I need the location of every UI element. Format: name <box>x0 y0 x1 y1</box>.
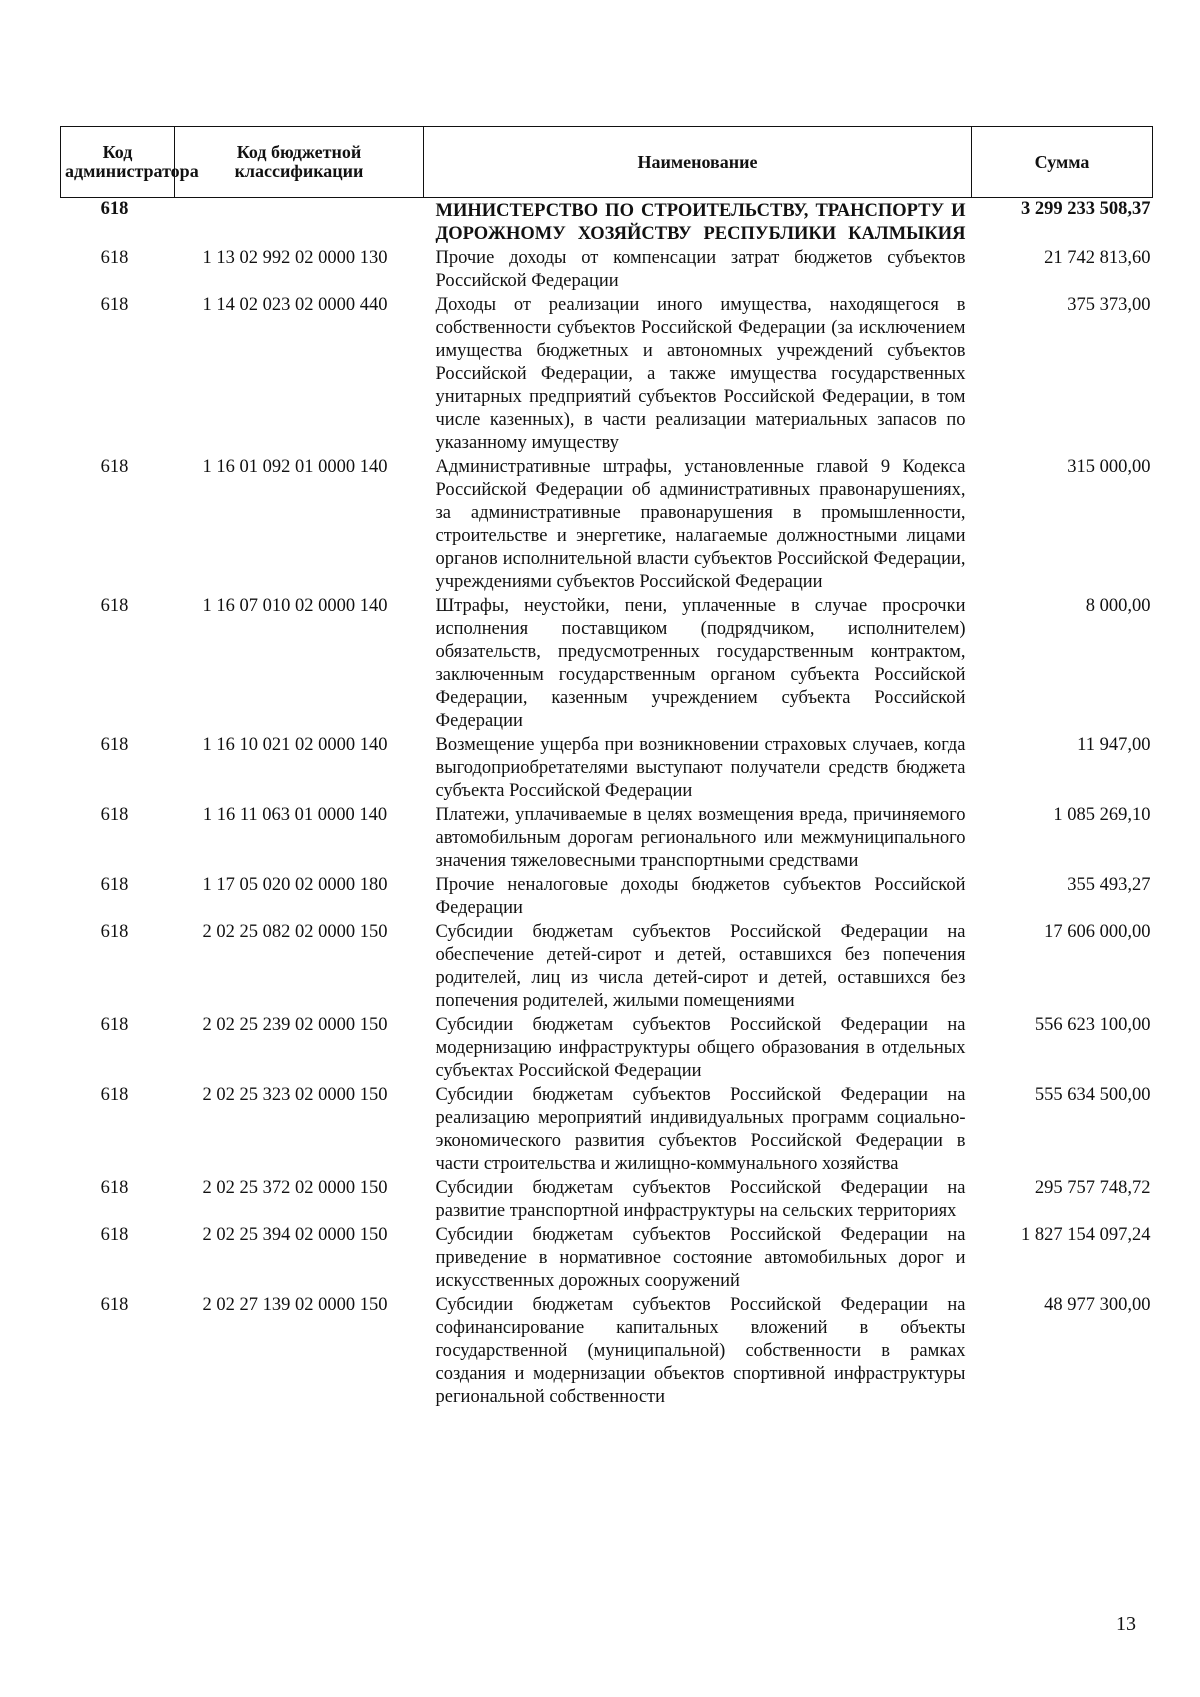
admin-code-cell: 618 <box>100 1295 129 1315</box>
sum-cell: 48 977 300,00 <box>1044 1295 1151 1315</box>
ministry-name: МИНИСТЕРСТВО ПО СТРОИТЕЛЬСТВУ, ТРАНСПОРТУ И ДОРОЖНОМУ ХОЗЯЙСТВУ РЕСПУБЛИКИ КАЛМЫКИЯ <box>435 201 966 244</box>
kbk-code-cell: 1 17 05 020 02 0000 180 <box>202 875 388 895</box>
kbk-code-cell: 2 02 25 082 02 0000 150 <box>202 922 388 942</box>
table-row <box>61 873 1153 920</box>
sum-cell: 8 000,00 <box>1085 596 1151 616</box>
table-body <box>61 198 1153 1410</box>
name-cell: Возмещение ущерба при возникновении страховых случаев, когда выгодоприобретателями выступают получатели средств бюджета субъекта Российской Федерации <box>435 735 966 801</box>
admin-code-cell: 618 <box>100 922 129 942</box>
table-row <box>61 293 1153 455</box>
admin-code-cell: 618 <box>100 875 129 895</box>
sum-cell: 17 606 000,00 <box>1044 922 1151 942</box>
kbk-code-cell: 2 02 25 372 02 0000 150 <box>202 1178 388 1198</box>
table-row <box>61 1013 1153 1083</box>
table-row <box>61 594 1153 733</box>
name-cell: Штрафы, неустойки, пени, уплаченные в случае просрочки исполнения поставщиком (подрядчиком, исполнителем) обязательств, предусмотренных государственным контрактом, заключенным государственным органом субъекта Российской Федерации, казенным учреждением субъекта Российской Федерации <box>435 596 966 731</box>
kbk-code-cell: 1 14 02 023 02 0000 440 <box>202 295 388 315</box>
header-kbk-code: Код бюджетной классификации <box>175 127 424 198</box>
sum-cell: 295 757 748,72 <box>1034 1178 1151 1198</box>
sum-cell: 555 634 500,00 <box>1034 1085 1151 1105</box>
ministry-row <box>61 198 1153 247</box>
name-cell: Административные штрафы, установленные главой 9 Кодекса Российской Федерации об административных правонарушениях, за административные правонарушения в промышленности, строительстве и энергетике, налагаемые должностными лицами органов исполнительной власти субъектов Российской Федерации, учреждениями субъектов Российской Федерации <box>435 457 966 592</box>
name-cell: Субсидии бюджетам субъектов Российской Федерации на софинансирование капитальных вложений в объекты государственной (муниципальной) собственности в рамках создания и модернизации объектов спортивной инфраструктуры региональной собственности <box>435 1295 966 1407</box>
kbk-code-cell: 1 16 01 092 01 0000 140 <box>202 457 388 477</box>
kbk-code-cell: 2 02 25 394 02 0000 150 <box>202 1225 388 1245</box>
kbk-code-cell: 2 02 25 323 02 0000 150 <box>202 1085 388 1105</box>
table-row <box>61 455 1153 594</box>
table-row <box>61 733 1153 803</box>
budget-revenue-table <box>60 126 1153 1409</box>
name-cell: Прочие доходы от компенсации затрат бюджетов субъектов Российской Федерации <box>435 248 966 291</box>
ministry-kbk-code <box>175 198 424 247</box>
kbk-code-cell: 1 16 07 010 02 0000 140 <box>202 596 388 616</box>
table-row <box>61 1223 1153 1293</box>
admin-code-cell: 618 <box>100 295 129 315</box>
header-admin-code: Код администратора <box>61 127 175 198</box>
table-row <box>61 1293 1153 1409</box>
name-cell: Прочие неналоговые доходы бюджетов субъектов Российской Федерации <box>435 875 966 918</box>
admin-code-cell: 618 <box>100 805 129 825</box>
name-cell: Субсидии бюджетам субъектов Российской Федерации на реализацию мероприятий индивидуальных программ социально-экономического развития субъектов Российской Федерации в части строительства и жилищно-коммунального хозяйства <box>435 1085 966 1174</box>
name-cell: Субсидии бюджетам субъектов Российской Федерации на развитие транспортной инфраструктуры на сельских территориях <box>435 1178 966 1221</box>
ministry-sum: 3 299 233 508,37 <box>1021 199 1151 219</box>
admin-code-cell: 618 <box>100 1178 129 1198</box>
budget-table-sheet <box>60 126 1152 1409</box>
admin-code-cell: 618 <box>100 596 129 616</box>
table-row <box>61 1083 1153 1176</box>
table-row <box>61 803 1153 873</box>
sum-cell: 315 000,00 <box>1067 457 1151 477</box>
sum-cell: 21 742 813,60 <box>1044 248 1151 268</box>
name-cell: Платежи, уплачиваемые в целях возмещения вреда, причиняемого автомобильным дорогам регионального или межмуниципального значения тяжеловесными транспортными средствами <box>435 805 966 871</box>
header-sum: Сумма <box>972 127 1153 198</box>
admin-code-cell: 618 <box>100 457 129 477</box>
admin-code-cell: 618 <box>100 1225 129 1245</box>
admin-code-cell: 618 <box>100 1015 129 1035</box>
sum-cell: 1 085 269,10 <box>1053 805 1151 825</box>
kbk-code-cell: 1 13 02 992 02 0000 130 <box>202 248 388 268</box>
table-row <box>61 246 1153 293</box>
table-header <box>61 127 1153 198</box>
header-name: Наименование <box>424 127 972 198</box>
sum-cell: 355 493,27 <box>1067 875 1151 895</box>
kbk-code-cell: 2 02 27 139 02 0000 150 <box>202 1295 388 1315</box>
table-row <box>61 1176 1153 1223</box>
sum-cell: 375 373,00 <box>1067 295 1151 315</box>
kbk-code-cell: 2 02 25 239 02 0000 150 <box>202 1015 388 1035</box>
kbk-code-cell: 1 16 11 063 01 0000 140 <box>202 805 388 825</box>
sum-cell: 1 827 154 097,24 <box>1021 1225 1151 1245</box>
admin-code-cell: 618 <box>100 248 129 268</box>
admin-code-cell: 618 <box>100 1085 129 1105</box>
sum-cell: 556 623 100,00 <box>1034 1015 1151 1035</box>
kbk-code-cell: 1 16 10 021 02 0000 140 <box>202 735 388 755</box>
page-number: 13 <box>1116 1613 1136 1635</box>
ministry-admin-code: 618 <box>100 199 129 219</box>
name-cell: Субсидии бюджетам субъектов Российской Федерации на обеспечение детей-сирот и детей, оставшихся без попечения родителей, лиц из числа детей-сирот и детей, оставшихся без попечения родителей, жилыми помещениями <box>435 922 966 1011</box>
name-cell: Субсидии бюджетам субъектов Российской Федерации на приведение в нормативное состояние автомобильных дорог и искусственных дорожных сооружений <box>435 1225 966 1291</box>
name-cell: Субсидии бюджетам субъектов Российской Федерации на модернизацию инфраструктуры общего образования в отдельных субъектах Российской Федерации <box>435 1015 966 1081</box>
name-cell: Доходы от реализации иного имущества, находящегося в собственности субъектов Российской Федерации (за исключением имущества бюджетных и автономных учреждений субъектов Российской Федерации, а также имущества государственных унитарных предприятий субъектов Российской Федерации, в том числе казенных), в части реализации материальных запасов по указанному имуществу <box>435 295 966 453</box>
table-row <box>61 920 1153 1013</box>
sum-cell: 11 947,00 <box>1077 735 1151 755</box>
admin-code-cell: 618 <box>100 735 129 755</box>
